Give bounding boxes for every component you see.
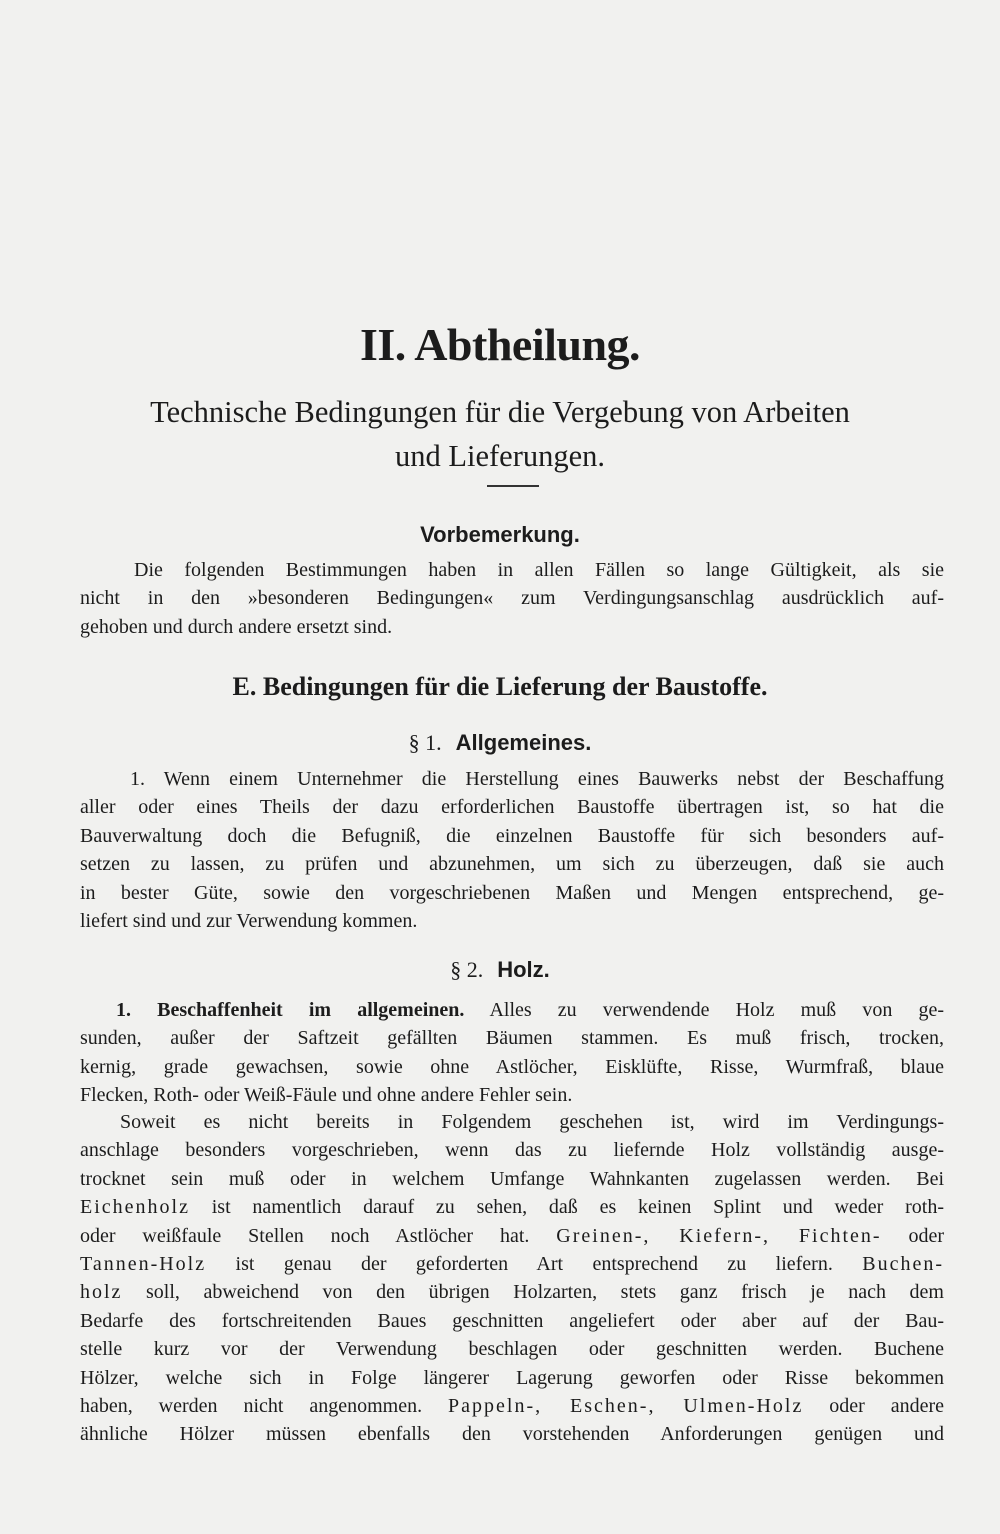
item-lead: 1. Beschaffenheit im allgemeinen.: [116, 999, 465, 1021]
text-line: anschlage besonders vorgeschrieben, wenn das zu liefernde Holz vollständig ausge-: [80, 1139, 944, 1162]
text-run: haben, werden nicht angenommen.: [80, 1394, 449, 1417]
text-line: sunden, außer der Saftzeit gefällten Bäumen stammen. Es muß frisch, trocken,: [80, 1027, 944, 1050]
paragraph-title: Holz.: [497, 957, 550, 982]
text-run: oder: [881, 1224, 944, 1247]
page-subtitle: [0, 390, 1000, 478]
text-line: aller oder eines Theils der dazu erforderlichen Baustoffe übertragen ist, so hat die: [80, 796, 944, 819]
preliminary-heading: Vorbemerkung.: [420, 522, 580, 547]
text-run: soll, abweichend von den übrigen Holzarten, stets ganz frisch je nach dem: [122, 1281, 944, 1304]
text-line: [80, 1278, 944, 1306]
text-line: nicht in den »besonderen Bedingungen« zum Verdingungsanschlag ausdrücklich auf-: [80, 587, 944, 610]
text-line: liefert sind und zur Verwendung kommen.: [80, 909, 418, 932]
spaced-term: Buchen-: [862, 1252, 944, 1275]
paragraph-2-body: [80, 1108, 944, 1449]
text-line: Bauverwaltung doch die Befugniß, die einzelnen Baustoffe für sich besonders auf-: [80, 824, 944, 847]
page-title: II. Abtheilung.: [359, 319, 641, 370]
spaced-term: Eichenholz: [80, 1196, 190, 1219]
text-line: Die folgenden Bestimmungen haben in allen Fällen so lange Gültigkeit, als sie: [134, 559, 944, 581]
text-run: oder andere: [803, 1394, 944, 1417]
text-line: Flecken, Roth- oder Weiß-Fäule und ohne andere Fehler sein.: [80, 1084, 573, 1107]
text-run: oder weißfaule Stellen noch Astlöcher hat.: [80, 1224, 557, 1247]
paragraph-number: § 1.: [408, 730, 442, 755]
text-line: setzen zu lassen, zu prüfen und abzunehmen, um sich zu überzeugen, daß sie auch: [80, 853, 944, 876]
text-line: stelle kurz vor der Verwendung beschlagen oder geschnitten werden. Buchene: [80, 1338, 944, 1361]
text-line: kernig, grade gewachsen, sowie ohne Astlöcher, Eisklüfte, Risse, Wurmfraß, blaue: [80, 1055, 944, 1078]
text-line: [80, 1222, 944, 1250]
text-line: ähnliche Hölzer müssen ebenfalls den vorstehenden Anforderungen genügen und: [80, 1423, 944, 1446]
text-line: Soweit es nicht bereits in Folgendem geschehen ist, wird im Verdingungs-: [120, 1111, 944, 1133]
subtitle-line: Technische Bedingungen für die Vergebung von Arbeiten: [150, 395, 850, 429]
text-line: [80, 1250, 944, 1278]
text-line: trocknet sein muß oder in welchem Umfange Wahnkanten zugelassen werden. Bei: [80, 1167, 944, 1190]
text-run: ist namentlich darauf zu sehen, daß es keinen Splint und weder roth-: [189, 1196, 944, 1219]
text-line: [80, 996, 944, 1024]
paragraph-1-body: [80, 765, 944, 935]
text-line: 1. Wenn einem Unternehmer die Herstellung eines Bauwerks nebst der Beschaffung: [130, 768, 944, 790]
text-line: gehoben und durch andere ersetzt sind.: [80, 615, 393, 638]
text-line: Bedarfe des fortschreitenden Baues geschnitten angeliefert oder aber auf der Bau-: [80, 1309, 944, 1332]
paragraph-2-item-1: [80, 996, 944, 1110]
spaced-term: Greinen-, Kiefern-, Fichten-: [556, 1224, 882, 1247]
spaced-term: Tannen-Holz: [80, 1252, 207, 1275]
paragraph-heading-2: [0, 957, 1000, 983]
section-heading: E. Bedingungen für die Lieferung der Baustoffe.: [232, 672, 768, 701]
text-run: Alles zu verwendende Holz muß von ge-: [464, 999, 944, 1021]
paragraph-heading-1: [0, 730, 1000, 756]
text-line: [80, 1392, 944, 1420]
text-line: [80, 1193, 944, 1221]
spaced-term: Pappeln-, Eschen-, Ulmen-Holz: [448, 1394, 804, 1417]
paragraph-title: Allgemeines.: [455, 730, 592, 755]
text-line: in bester Güte, sowie den vorgeschriebenen Maßen und Mengen entsprechend, ge-: [80, 881, 944, 904]
divider-rule: [487, 485, 539, 487]
text-line: Hölzer, welche sich in Folge längerer Lagerung geworfen oder Risse bekommen: [80, 1366, 944, 1389]
paragraph-number: § 2.: [450, 957, 484, 982]
spaced-term: holz: [80, 1281, 123, 1304]
text-run: ist genau der geforderten Art entsprechend zu liefern.: [206, 1252, 863, 1275]
subtitle-line: und Lieferungen.: [394, 439, 606, 473]
preliminary-paragraph: [80, 556, 944, 641]
